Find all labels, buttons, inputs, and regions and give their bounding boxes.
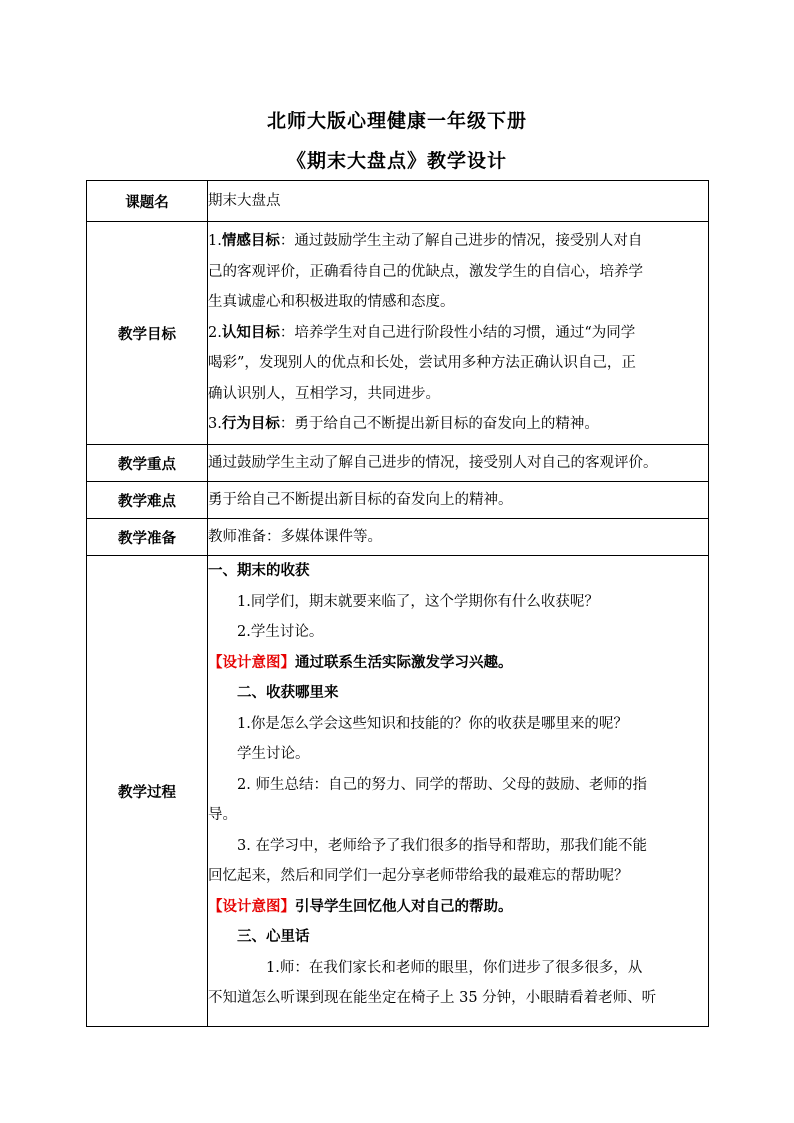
label-process: 教学过程 <box>87 556 208 1027</box>
label-key-points: 教学重点 <box>87 445 208 482</box>
label-goals: 教学目标 <box>87 222 208 445</box>
goal-1-line-1: 1.情感目标：通过鼓励学生主动了解自己进步的情况，接受别人对自 <box>208 233 643 250</box>
row-topic <box>87 181 709 222</box>
section-3-para-1-line-2: 不知道怎么听课到现在能坐定在椅子上 35 分钟，小眼睛看着老师、听 <box>208 990 657 1006</box>
key-points-text: 通过鼓励学生主动了解自己进步的情况，接受别人对自己的客观评价。 <box>208 455 658 471</box>
preparation-text: 教师准备：多媒体课件等。 <box>208 529 382 545</box>
label-preparation: 教学准备 <box>87 519 208 556</box>
section-1-para-2: 2.学生讨论。 <box>237 624 324 640</box>
section-3-para-1-line-1: 1.师：在我们家长和老师的眼里，你们进步了很多很多，从 <box>266 959 643 976</box>
section-1-intent: 【设计意图】通过联系生活实际激发学习兴趣。 <box>208 654 513 671</box>
value-preparation <box>208 519 709 556</box>
section-2-para-1: 1.你是怎么学会这些知识和技能的？你的收获是哪里来的呢？ <box>237 715 628 732</box>
design-intent-tag: 【设计意图】 <box>208 654 295 671</box>
topic-text: 期末大盘点 <box>208 193 281 209</box>
goal-2-line-1: 2.认知目标：培养学生对自己进行阶段性小结的习惯，通过“为同学 <box>208 324 636 341</box>
value-key-points <box>208 445 709 482</box>
section-2-para-3-line-2: 回忆起来，然后和同学们一起分享老师带给我的最难忘的帮助呢？ <box>208 868 629 884</box>
row-preparation <box>87 519 709 556</box>
goal-2-line-2: 喝彩”，发现别人的优点和长处，尝试用多种方法正确认识自己，正 <box>208 355 636 372</box>
row-goals <box>87 222 709 445</box>
row-difficulties <box>87 482 709 519</box>
design-intent-tag: 【设计意图】 <box>208 898 295 915</box>
goal-1-line-3: 生真诚虚心和积极进取的情感和态度。 <box>208 294 455 311</box>
lesson-plan-table <box>86 180 709 1027</box>
value-process <box>208 556 709 1027</box>
row-key-points <box>87 445 709 482</box>
difficulties-text: 勇于给自己不断提出新目标的奋发向上的精神。 <box>208 492 513 508</box>
section-2-heading: 二、收获哪里来 <box>237 685 339 701</box>
document-subtitle: 《期末大盘点》教学设计 <box>286 150 507 172</box>
goal-2-line-3: 确认识别人，互相学习，共同进步。 <box>208 385 440 402</box>
value-goals <box>208 222 709 445</box>
label-difficulties: 教学难点 <box>87 482 208 519</box>
section-3-heading: 三、心里话 <box>237 929 310 945</box>
section-1-para-1: 1.同学们，期末就要来临了，这个学期你有什么收获呢？ <box>237 593 599 610</box>
section-2-para-2-line-1: 2. 师生总结：自己的努力、同学的帮助、父母的鼓励、老师的指 <box>237 776 647 793</box>
value-difficulties <box>208 482 709 519</box>
document-title: 北师大版心理健康一年级下册 <box>266 110 527 132</box>
section-2-para-3-line-1: 3. 在学习中，老师给予了我们很多的指导和帮助，那我们能不能 <box>237 837 647 854</box>
section-1-heading: 一、期末的收获 <box>208 563 310 579</box>
goal-3-line-1: 3.行为目标：勇于给自己不断提出新目标的奋发向上的精神。 <box>208 416 599 433</box>
goal-1-line-2: 己的客观评价，正确看待自己的优缺点，激发学生的自信心，培养学 <box>208 263 643 280</box>
row-process <box>87 556 709 1027</box>
section-2-para-2-line-2: 导。 <box>208 807 237 823</box>
section-2-para-1b: 学生讨论。 <box>237 746 310 762</box>
label-topic: 课题名 <box>87 181 208 222</box>
section-2-intent: 【设计意图】引导学生回忆他人对自己的帮助。 <box>208 898 513 915</box>
value-topic <box>208 181 709 222</box>
